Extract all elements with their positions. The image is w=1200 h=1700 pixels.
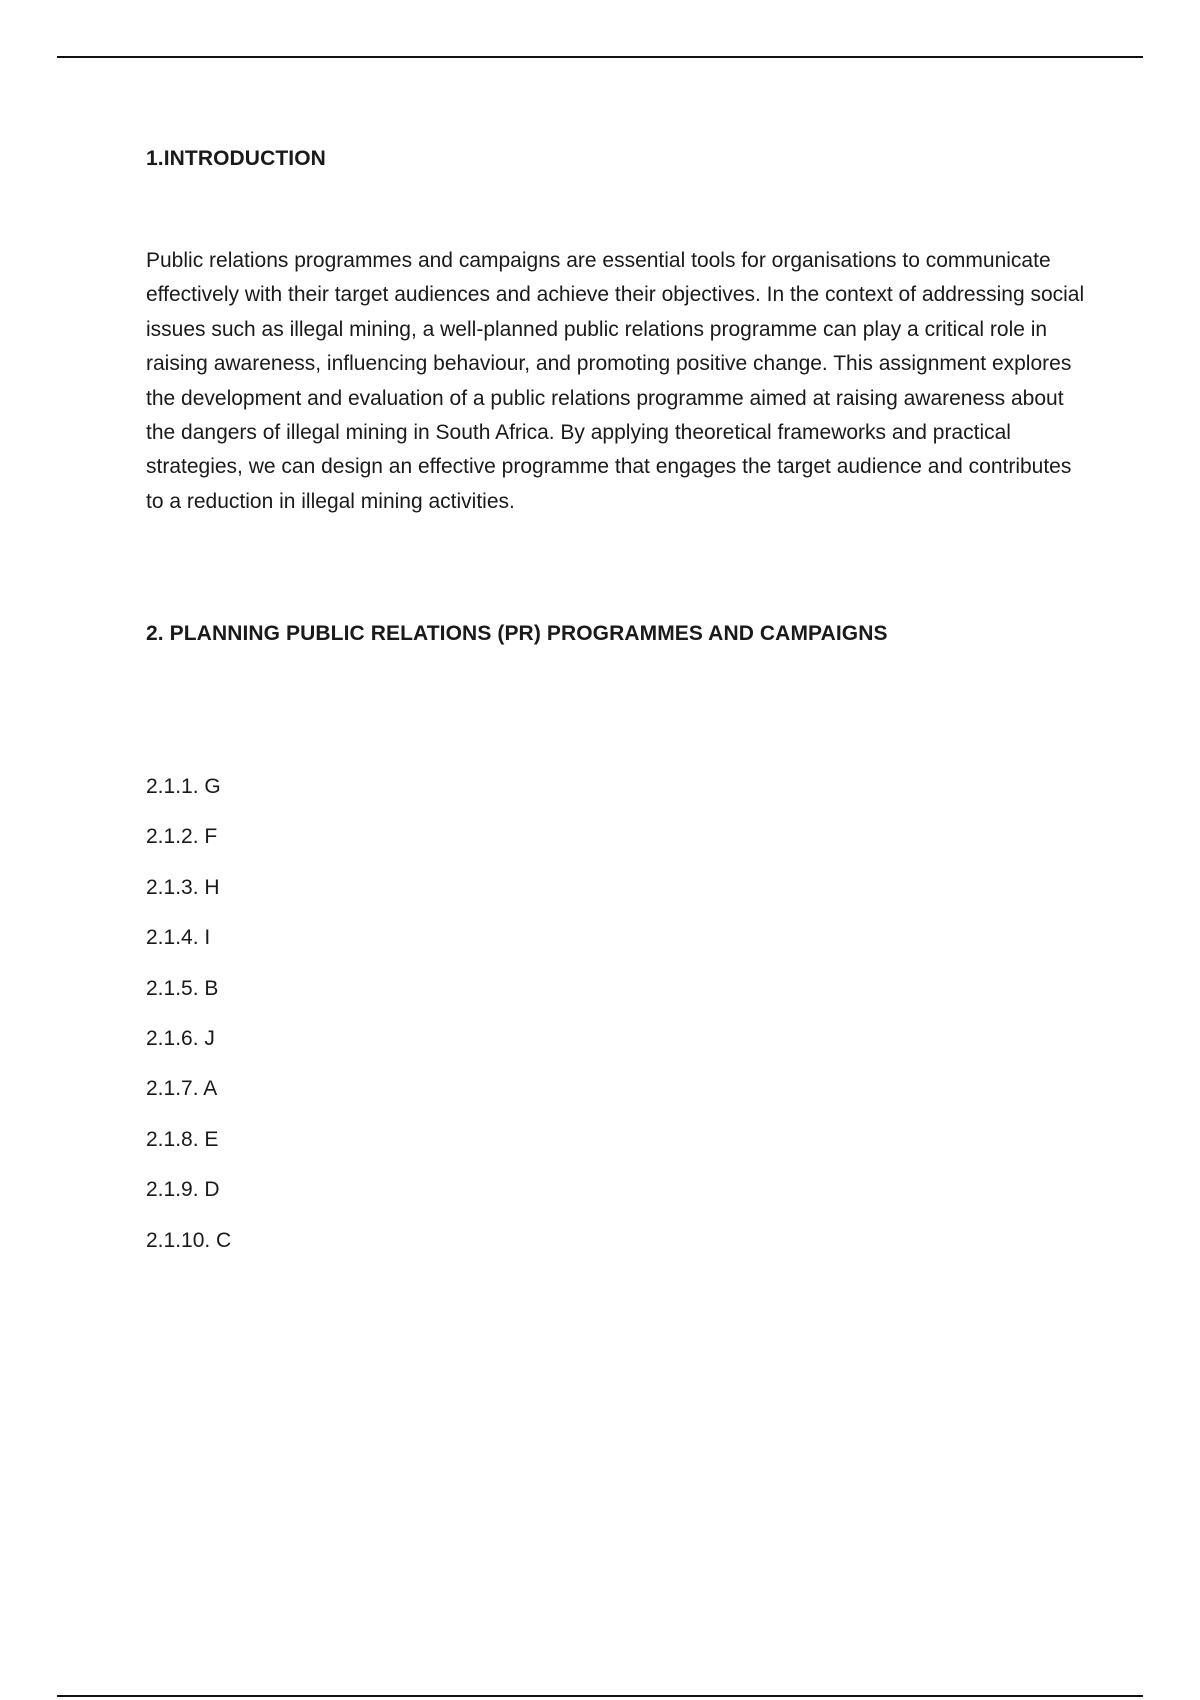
answer-item: 2.1.9. D xyxy=(146,1178,220,1202)
answer-item: 2.1.5. B xyxy=(146,976,219,1000)
footer-rule xyxy=(57,1695,1143,1697)
answer-item: 2.1.2. F xyxy=(146,825,218,849)
section-heading-planning: 2. PLANNING PUBLIC RELATIONS (PR) PROGRAMMES AND CAMPAIGNS xyxy=(146,622,888,645)
answer-item: 2.1.6. J xyxy=(146,1026,215,1050)
answer-item: 2.1.1. G xyxy=(146,775,221,798)
section-heading-introduction: 1.INTRODUCTION xyxy=(146,147,326,170)
answer-item: 2.1.4. I xyxy=(146,926,211,950)
answer-item: 2.1.3. H xyxy=(146,875,220,899)
answer-item: 2.1.7. A xyxy=(146,1077,218,1101)
introduction-paragraph: Public relations programmes and campaigns are essential tools for organisations to communicate effectively with their target audiences and achieve their objectives. In the context of addressing social issues such as illegal mining, a well-planned public relations programme can play a critical role in raising awareness, influencing behaviour, and promoting positive change. This assignment explores the development and evaluation of a public relations programme aimed at raising awareness about the dangers of illegal mining in South Africa. By applying theoretical frameworks and practical strategies, we can design an effective programme that engages the target audience and contributes to a reduction in illegal mining activities. xyxy=(146,249,1085,513)
answer-list xyxy=(146,772,231,1276)
answer-item: 2.1.10. C xyxy=(146,1228,232,1252)
header-rule xyxy=(57,56,1143,58)
answer-item: 2.1.8. E xyxy=(146,1127,219,1151)
